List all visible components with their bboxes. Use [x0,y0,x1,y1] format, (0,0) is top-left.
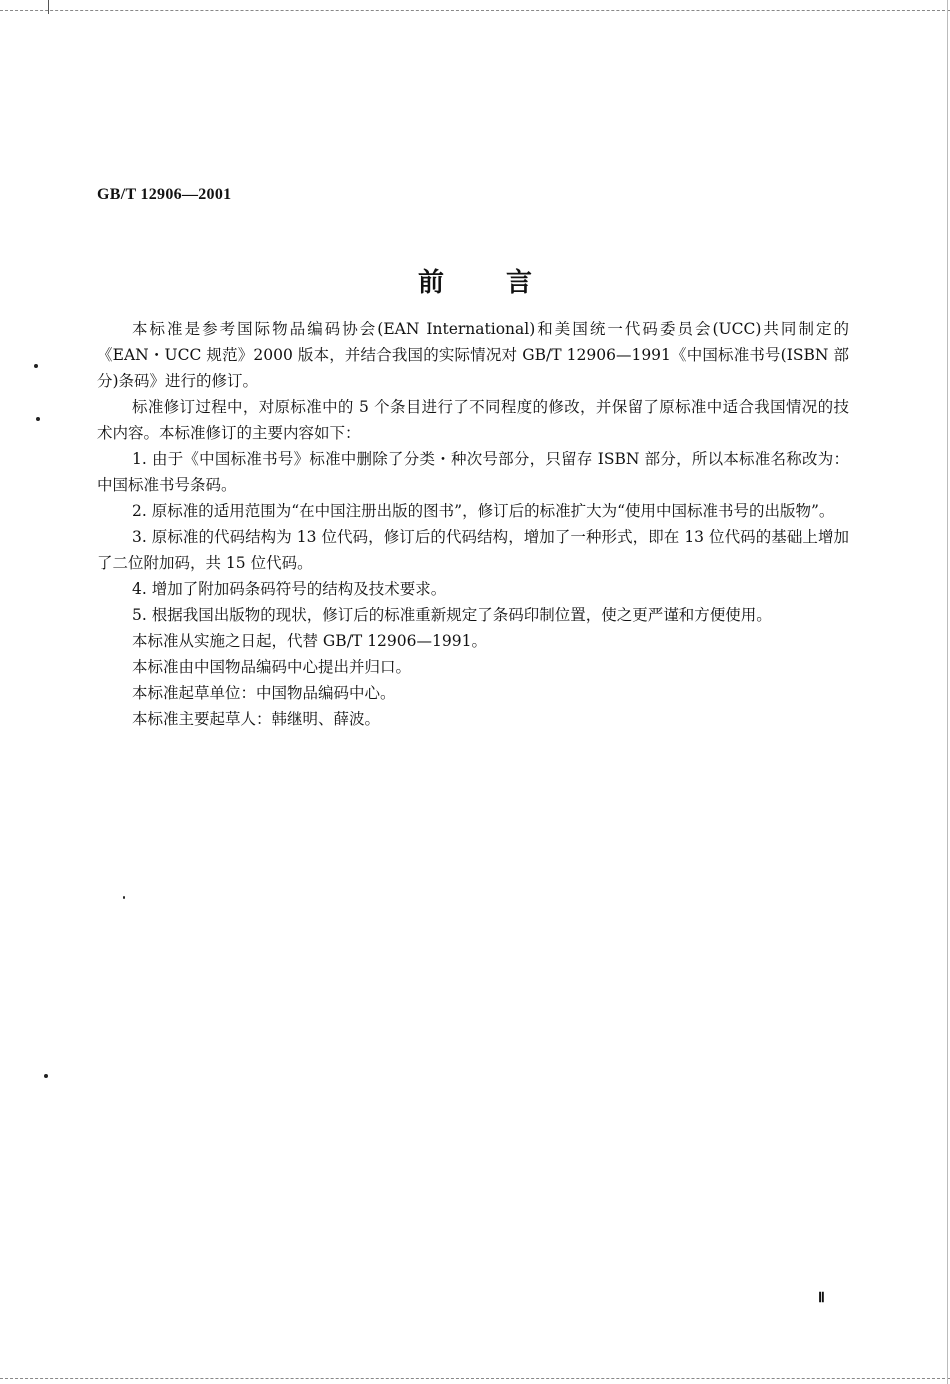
foreword-body [97,316,849,732]
paragraph: 5. 根据我国出版物的现状，修订后的标准重新规定了条码印制位置，使之更严谨和方便使用。 [132,606,772,624]
paragraph: 3. 原标准的代码结构为 13 位代码，修订后的代码结构，增加了一种形式，即在 13 位代码的基础上增加了二位附加码，共 15 位代码。 [97,528,849,572]
paragraph: 本标准起草单位：中国物品编码中心。 [132,684,396,702]
paragraph: 本标准主要起草人：韩继明、薛波。 [132,710,381,728]
scan-speck [36,417,40,421]
scan-tick-mark [48,0,49,14]
paragraph: 本标准从实施之日起，代替 GB/T 12906—1991。 [132,632,487,650]
scan-speck [34,364,38,368]
paragraph: 2. 原标准的适用范围为“在中国注册出版的图书”，修订后的标准扩大为“使用中国标准书号的出版物”。 [132,502,835,520]
paragraph: 本标准由中国物品编码中心提出并归口。 [132,658,412,676]
scan-speck [44,1074,48,1078]
scan-border-top [0,10,950,11]
standard-code: GB/T 12906—2001 [97,186,232,203]
paragraph: 1. 由于《中国标准书号》标准中删除了分类・种次号部分，只留存 ISBN 部分，所以本标准名称改为：中国标准书号条码。 [97,450,849,494]
page-title: 前言 [417,268,594,298]
scan-border-right [947,0,948,1384]
scan-border-bottom [0,1378,950,1379]
page-number: Ⅱ [818,1291,825,1306]
paragraph: 标准修订过程中，对原标准中的 5 个条目进行了不同程度的修改，并保留了原标准中适合我国情况的技术内容。本标准修订的主要内容如下： [97,398,849,442]
paragraph: 4. 增加了附加码条码符号的结构及技术要求。 [132,580,447,598]
scan-speck [123,896,125,899]
paragraph: 本标准是参考国际物品编码协会(EAN International)和美国统一代码委员会(UCC)共同制定的《EAN・UCC 规范》2000 版本，并结合我国的实际情况对 GB/T 12906—1991《中国标准书号(ISBN 部分)条码》进行的修订。 [97,320,849,390]
